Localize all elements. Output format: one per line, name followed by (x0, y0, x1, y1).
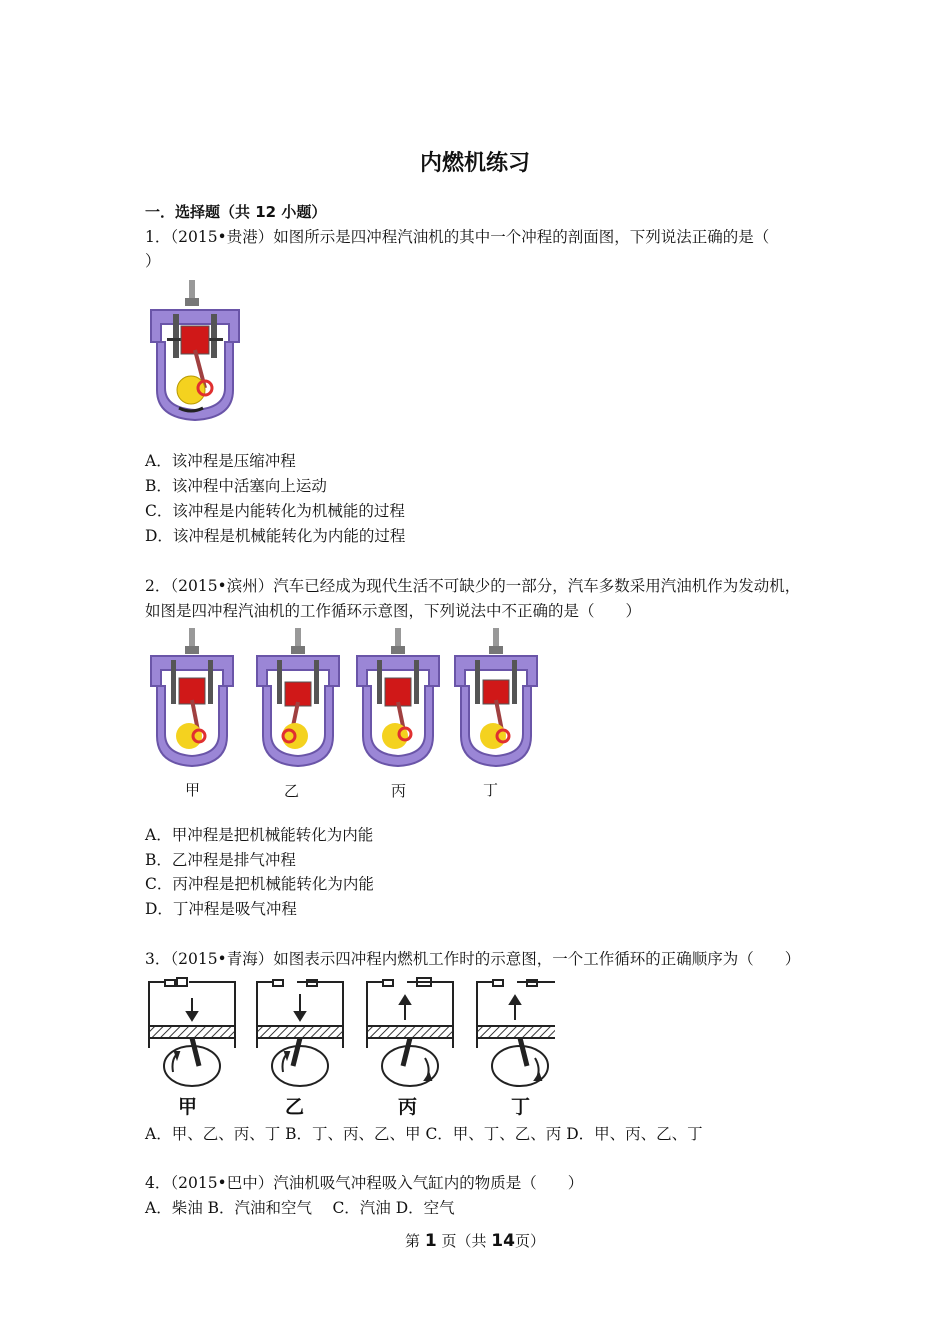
q4-options: A．柴油 B．汽油和空气 C．汽油 D．空气 (145, 1199, 455, 1217)
q4-stem: 4．（2015•巴中）汽油机吸气冲程吸入气缸内的物质是（ ） (145, 1174, 584, 1192)
q2-engine-cycle-figure (145, 628, 545, 778)
q2-caption-jia: 甲 (185, 781, 201, 799)
q2-caption-ding: 丁 (483, 781, 499, 799)
q2-caption-bing: 丙 (391, 782, 407, 800)
q1-option-c: C．该冲程是内能转化为机械能的过程 (145, 502, 405, 520)
q3-options: A．甲、乙、丙、丁 B．丁、丙、乙、甲 C．甲、丁、乙、丙 D．甲、丙、乙、丁 (145, 1125, 703, 1143)
page-footer (0, 1230, 950, 1251)
section-heading: 一．选择题（共 12 小题） (145, 203, 327, 221)
q3-engine-bing (367, 978, 453, 1086)
q2-engine-bing (357, 628, 439, 766)
q2-caption-yi: 乙 (284, 782, 300, 800)
footer-prefix: 第 (405, 1232, 421, 1250)
q3-caption-jia: 甲 (178, 1096, 198, 1118)
footer-mid: 页（共 (441, 1232, 487, 1250)
q2-engine-ding (455, 628, 537, 766)
q3-engine-yi (257, 980, 343, 1086)
q3-caption-ding: 丁 (511, 1096, 531, 1118)
q1-stem-line1: 1．（2015•贵港）如图所示是四冲程汽油机的其中一个冲程的剖面图，下列说法正确的是（ (145, 228, 770, 246)
q3-cycle-figure (145, 976, 555, 1088)
q1-option-a: A．该冲程是压缩冲程 (145, 452, 296, 470)
q1-stem-line2: ） (145, 252, 161, 270)
q2-option-a: A．甲冲程是把机械能转化为内能 (145, 826, 374, 844)
q3-caption-bing: 丙 (398, 1096, 418, 1118)
footer-total-pages: 14 (491, 1231, 515, 1251)
q2-option-c: C．丙冲程是把机械能转化为内能 (145, 875, 374, 893)
q2-stem-line2: 如图是四冲程汽油机的工作循环示意图，下列说法中不正确的是（ ） (145, 602, 642, 620)
footer-page-number: 1 (424, 1231, 437, 1251)
q3-caption-yi: 乙 (285, 1096, 305, 1118)
q2-engine-jia (151, 628, 233, 766)
q2-stem-line1: 2．（2015•滨州）汽车已经成为现代生活不可缺少的一部分，汽车多数采用汽油机作为发动机， (145, 577, 801, 595)
footer-suffix: 页） (514, 1232, 545, 1250)
q2-engine-yi (257, 628, 339, 766)
q1-option-d: D．该冲程是机械能转化为内能的过程 (145, 527, 406, 545)
q2-option-b: B．乙冲程是排气冲程 (145, 851, 296, 869)
q2-option-d: D．丁冲程是吸气冲程 (145, 900, 297, 918)
q1-engine-figure (145, 280, 245, 425)
page-title: 内燃机练习 (419, 151, 530, 176)
q3-stem: 3．（2015•青海）如图表示四冲程内燃机工作时的示意图，一个工作循环的正确顺序为（ ） (145, 950, 801, 968)
q1-option-b: B．该冲程中活塞向上运动 (145, 477, 327, 495)
q3-engine-jia (149, 978, 235, 1086)
q3-engine-ding (477, 980, 555, 1086)
